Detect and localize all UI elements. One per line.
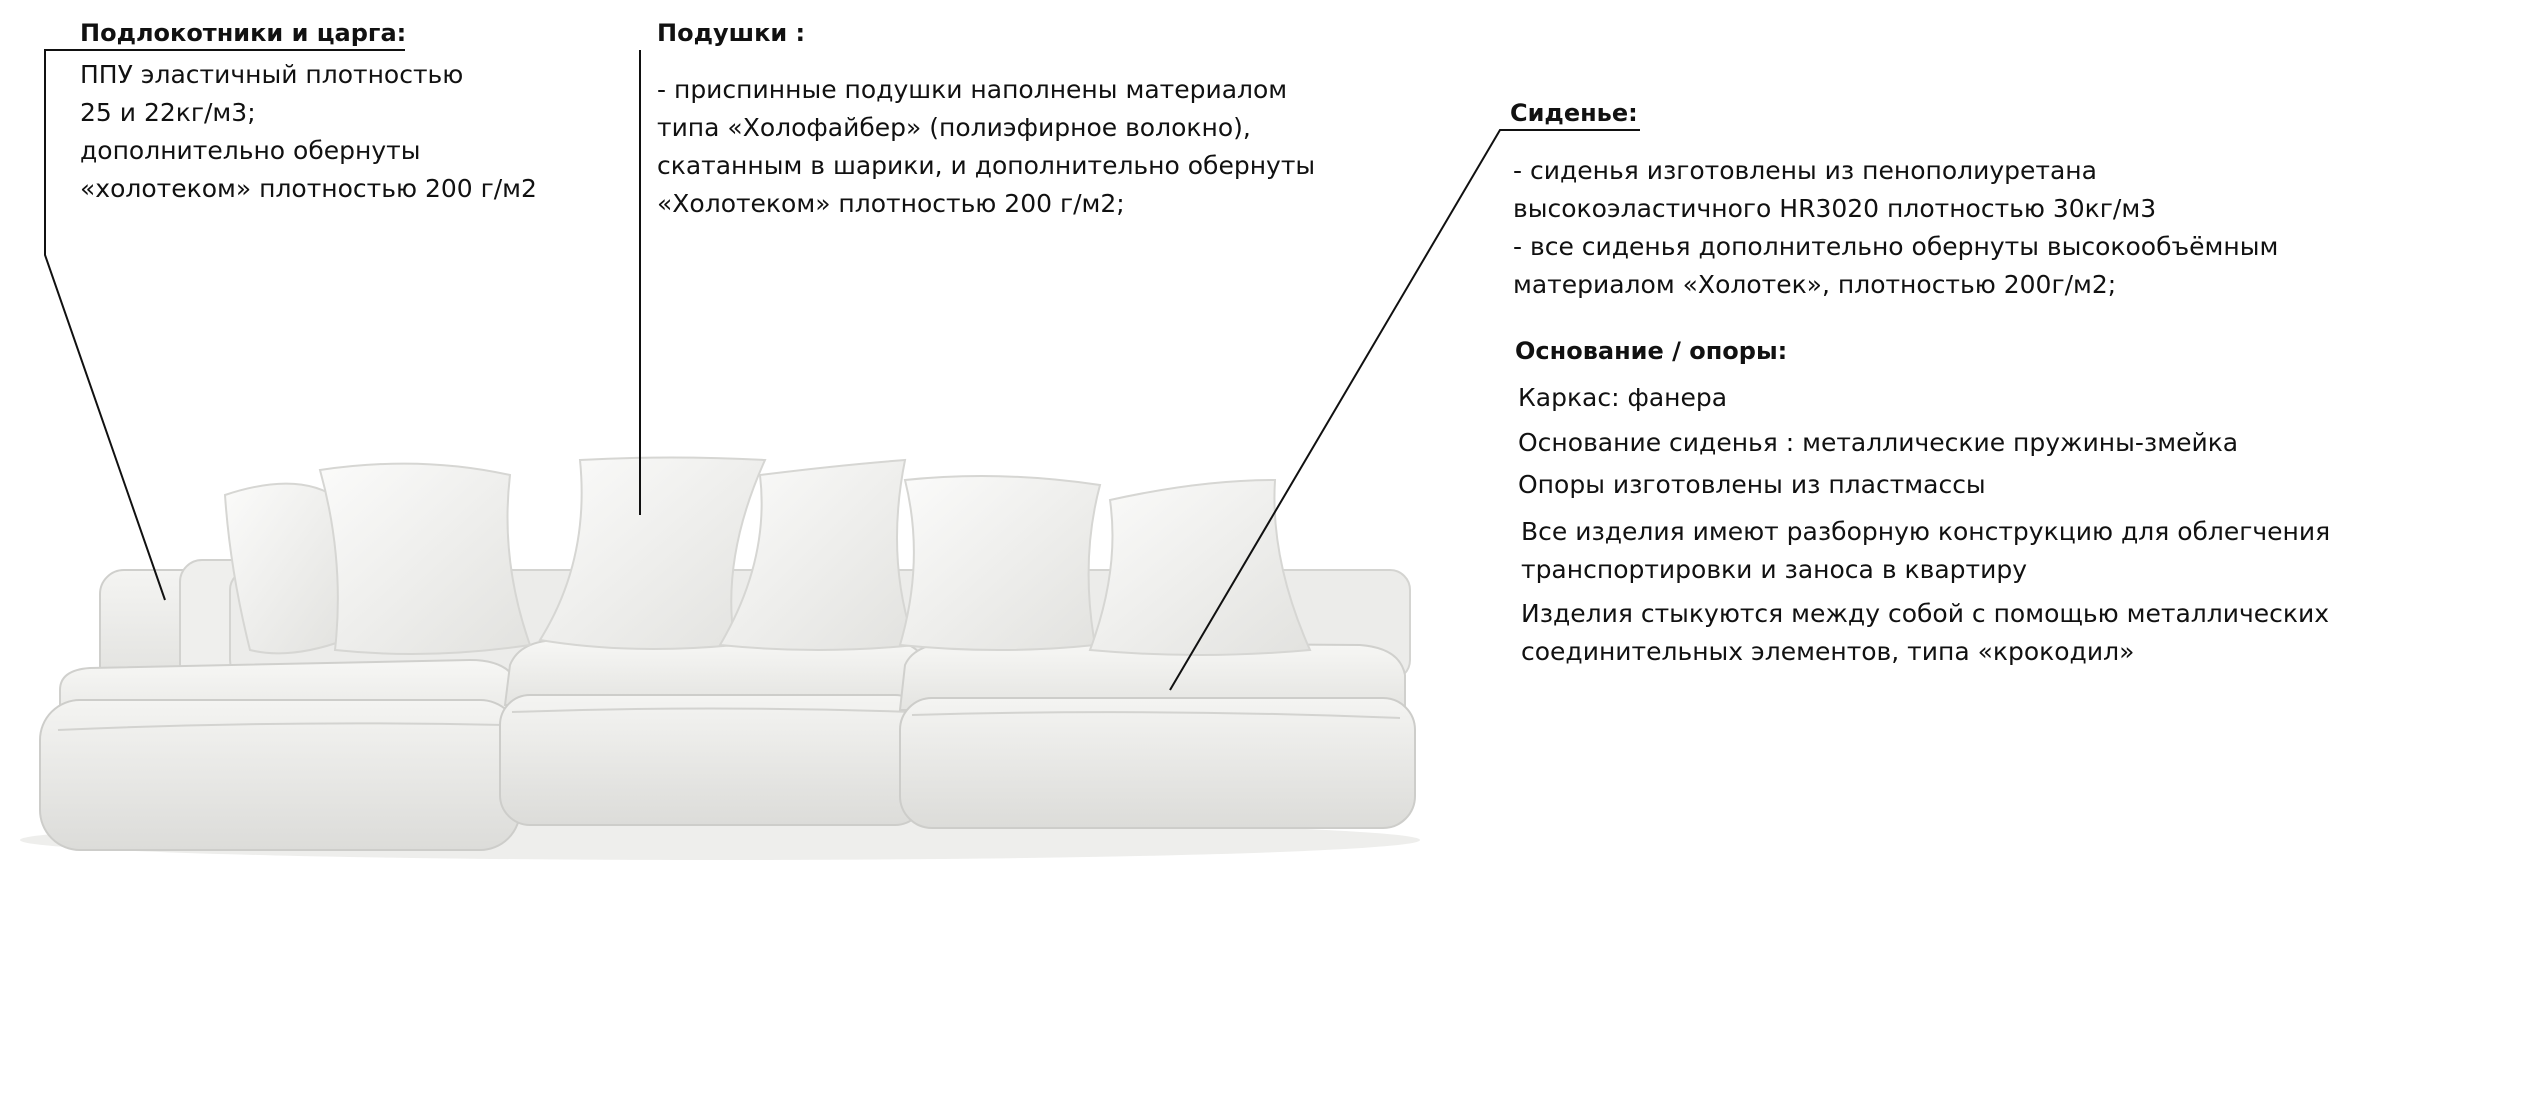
seat-line-4: материалом «Холотек», плотностью 200г/м2; [1513, 270, 2117, 299]
pillows-line-1: - приспинные подушки наполнены материалом [657, 75, 1288, 104]
pillows-title: Подушки : [657, 19, 806, 47]
back-pillows [225, 458, 1310, 656]
chaise-section [40, 660, 520, 850]
base-connection [1521, 595, 2329, 671]
pillows-line-4: «Холотеком» плотностью 200 г/м2; [657, 189, 1125, 218]
armrests-line-1: ППУ эластичный плотностью [80, 60, 464, 89]
base-assembly-line-2: транспортировки и заноса в квартиру [1521, 555, 2027, 584]
seat-description [1513, 152, 2278, 304]
base-supports: Опоры изготовлены из пластмассы [1518, 470, 1986, 499]
pillow-3 [540, 458, 765, 650]
seat-title: Сиденье: [1510, 99, 1638, 127]
right-seat [900, 642, 1415, 828]
pillows-line-3: скатанным в шарики, и дополнительно обернуты [657, 151, 1316, 180]
seat-line-2: высокоэластичного HR3020 плотностью 30кг/м3 [1513, 194, 2157, 223]
pillow-2 [320, 464, 530, 654]
pillows-description [657, 71, 1315, 223]
base-assembly-line-1: Все изделия имеют разборную конструкцию для облегчения [1521, 517, 2331, 546]
base-title: Основание / опоры: [1515, 337, 1788, 365]
seat-line-1: - сиденья изготовлены из пенополиуретана [1513, 156, 2097, 185]
base-assembly [1521, 513, 2330, 589]
pillow-5 [900, 476, 1100, 650]
armrests-line-3: дополнительно обернуты [80, 136, 421, 165]
armrests-title: Подлокотники и царга: [80, 19, 407, 47]
armrests-line-4: «холотеком» плотностью 200 г/м2 [80, 174, 537, 203]
pillows-line-2: типа «Холофайбер» (полиэфирное волокно), [657, 113, 1251, 142]
base-seat-base: Основание сиденья : металлические пружины-змейка [1518, 428, 2239, 457]
base-frame: Каркас: фанера [1518, 383, 1728, 412]
base-connection-line-2: соединительных элементов, типа «крокодил» [1521, 637, 2135, 666]
armrests-description [80, 56, 537, 208]
base-connection-line-1: Изделия стыкуются между собой с помощью металлических [1521, 599, 2330, 628]
middle-seat [500, 640, 925, 825]
seat-line-3: - все сиденья дополнительно обернуты высокообъёмным [1513, 232, 2279, 261]
pillow-6 [1090, 480, 1310, 655]
armrests-line-2: 25 и 22кг/м3; [80, 98, 256, 127]
